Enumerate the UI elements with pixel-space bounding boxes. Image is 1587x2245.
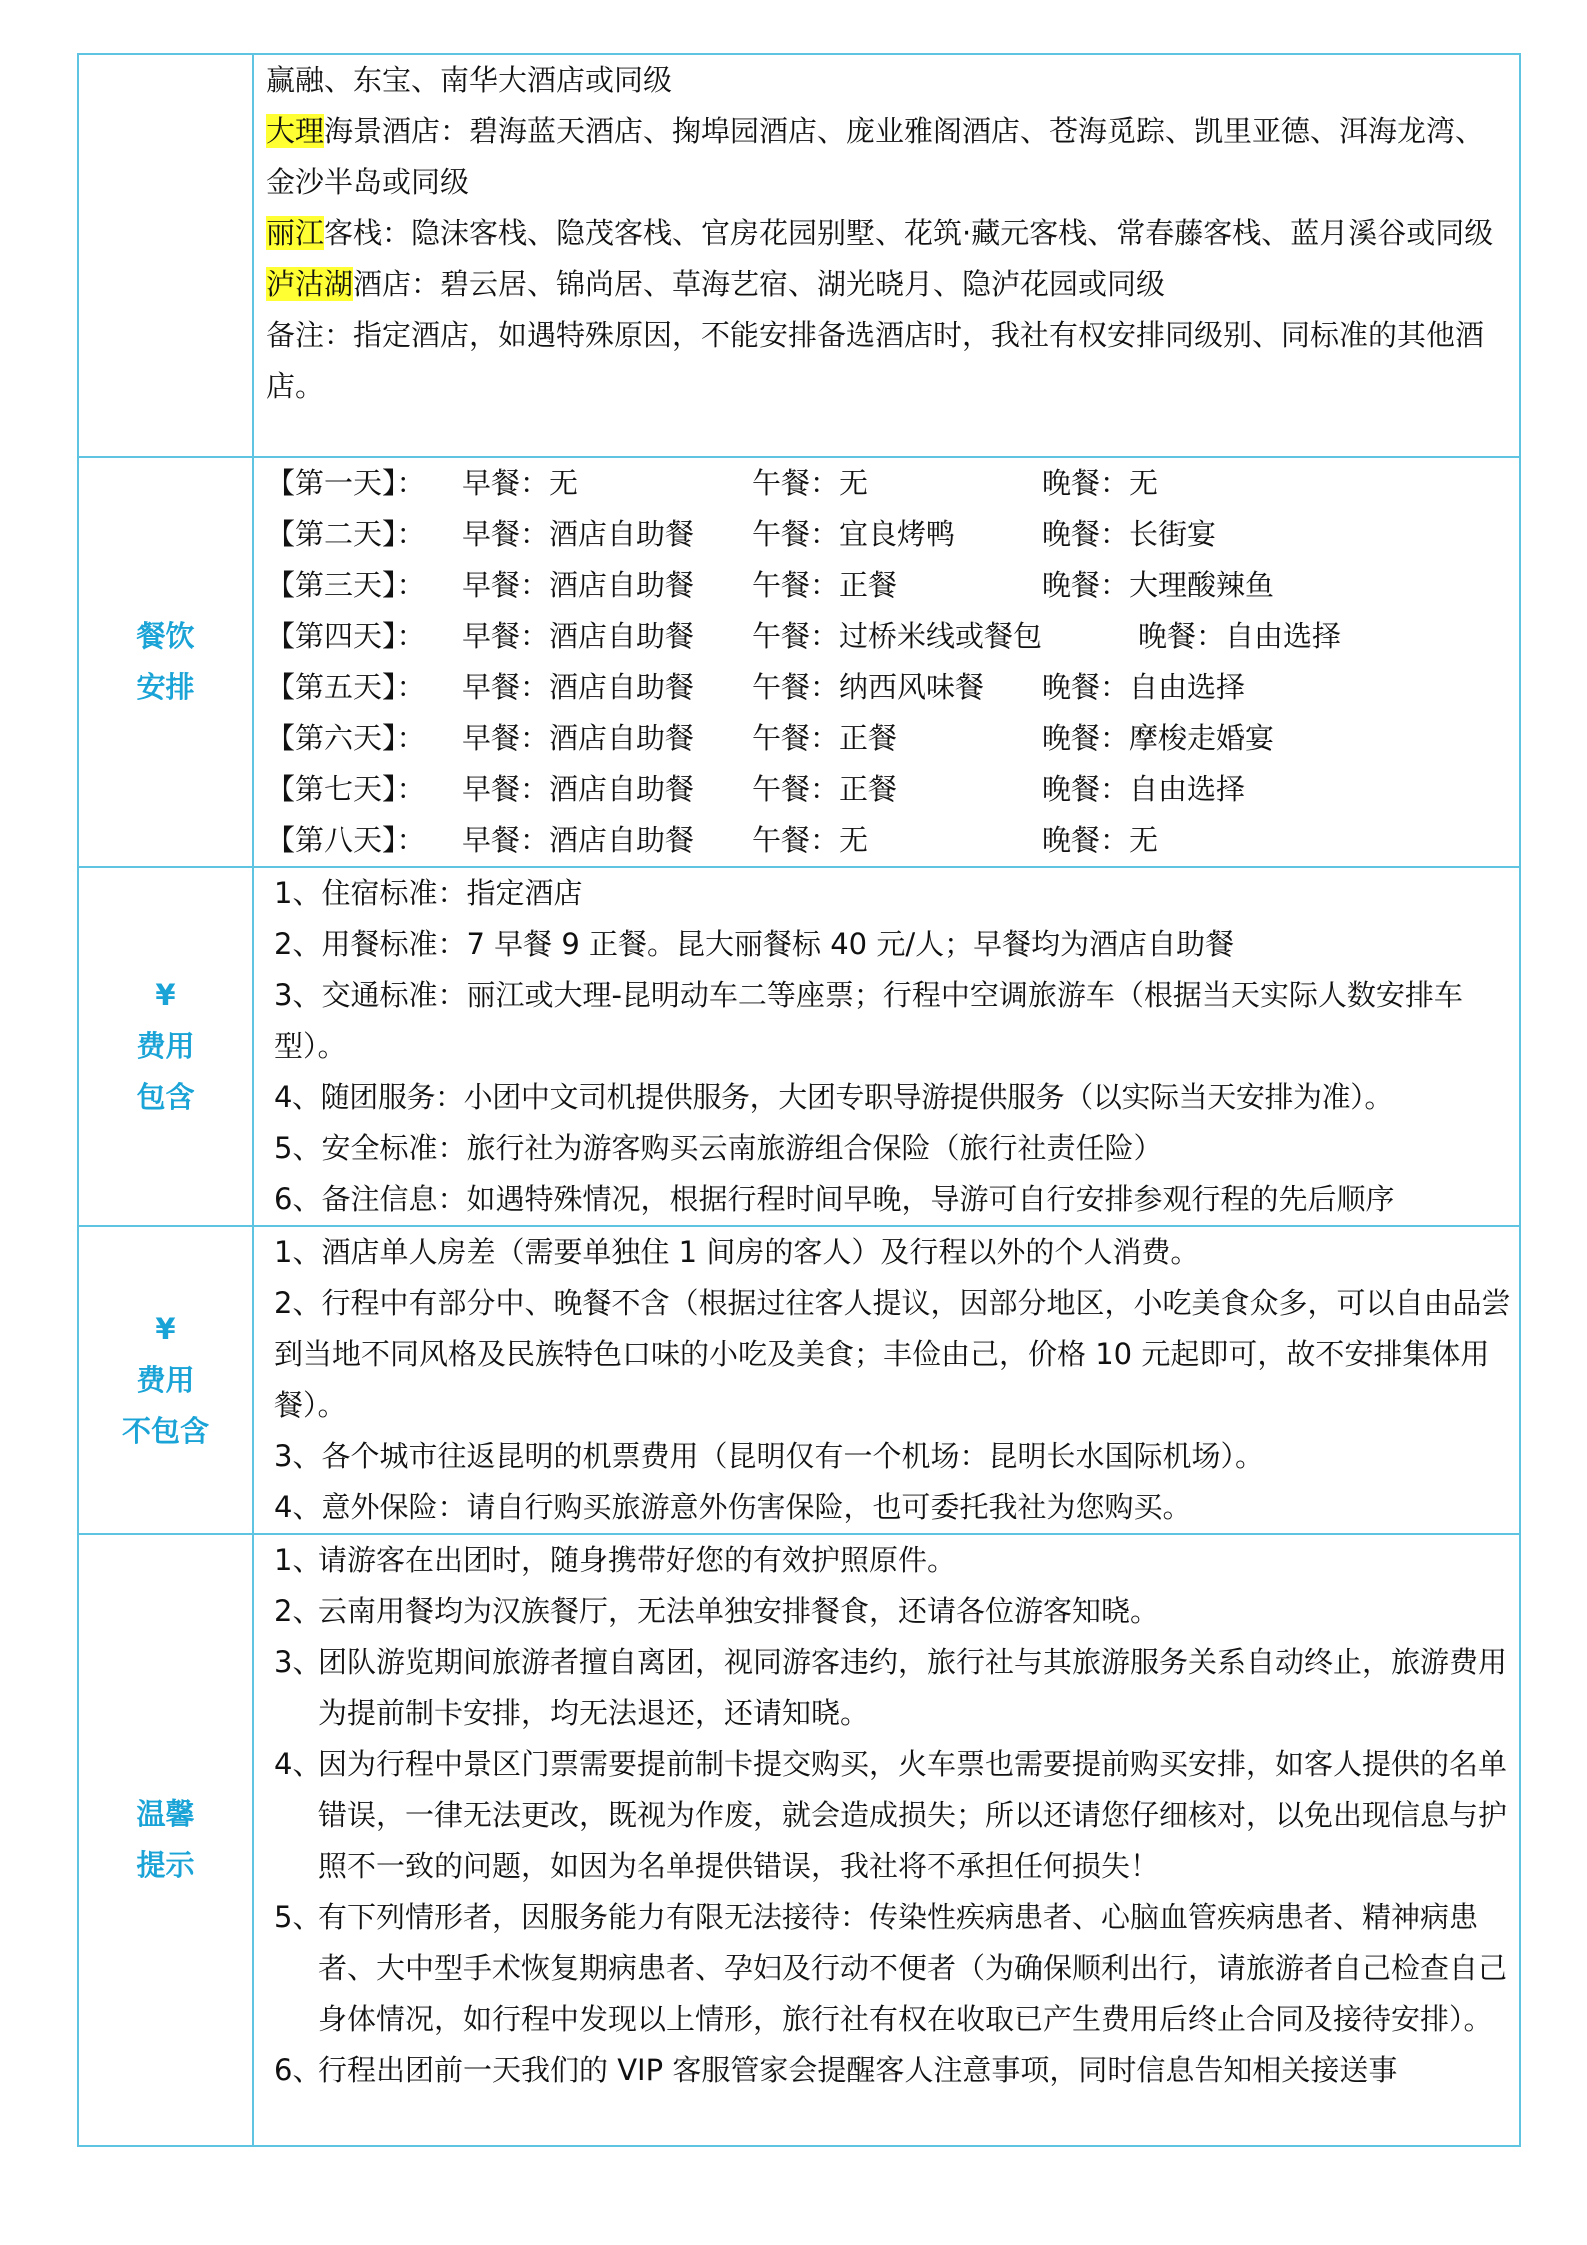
hotel-content-cell <box>253 54 1520 457</box>
tip-item <box>266 1535 1513 1586</box>
lugu-hotels: 酒店：碧云居、锦尚居、草海艺宿、湖光晓月、隐泸花园或同级 <box>353 267 1166 301</box>
yen-icon: ¥ <box>155 978 176 1012</box>
meal-day: 【第二天】： <box>266 517 426 551</box>
meals-content-cell <box>253 457 1520 867</box>
meal-dinner: 晚餐：自由选择 <box>1042 670 1246 704</box>
tip-text: 团队游览期间旅游者擅自离团，视同游客违约，旅行社与其旅游服务关系自动终止，旅游费用为提前制卡安排，均无法退还，还请知晓。 <box>318 1645 1508 1730</box>
excluded-item: 2、行程中有部分中、晚餐不含（根据过往客人提议，因部分地区，小吃美食众多，可以自由品尝到当地不同风格及民族特色口味的小吃及美食；丰俭由己，价格 10 元起即可，故不安排集体用餐）。 <box>274 1286 1511 1422</box>
excluded-content-cell <box>253 1226 1520 1534</box>
yen-icon: ¥ <box>155 1311 176 1346</box>
meal-day-row <box>266 713 1513 764</box>
tips-label-line1: 温馨 <box>136 1797 195 1831</box>
meal-day: 【第四天】： <box>266 619 426 653</box>
included-item: 5、安全标准：旅行社为游客购买云南旅游组合保险（旅行社责任险） <box>274 1131 1163 1165</box>
lijiang-hotels: 客栈：隐沫客栈、隐茂客栈、官房花园别墅、花筑·藏元客栈、常春藤客栈、蓝月溪谷或同级 <box>324 216 1494 250</box>
meal-dinner: 晚餐：摩梭走婚宴 <box>1042 721 1275 755</box>
tip-text: 行程出团前一天我们的 VIP 客服管家会提醒客人注意事项，同时信息告知相关接送事 <box>318 2053 1398 2087</box>
meal-day: 【第七天】： <box>266 772 426 806</box>
included-label-cell <box>78 867 253 1226</box>
hotel-line-lugu <box>266 259 1513 310</box>
meals-label-line2: 安排 <box>136 670 195 704</box>
meal-day: 【第八天】： <box>266 823 426 857</box>
tip-text: 有下列情形者，因服务能力有限无法接待：传染性疾病患者、心脑血管疾病患者、精神病患者、大中型手术恢复期病患者、孕妇及行动不便者（为确保顺利出行，请旅游者自己检查自己身体情况，如行程中发现以上情形，旅行社有权在收取已产生费用后终止合同及接待安排）。 <box>318 1900 1508 2036</box>
meal-lunch: 午餐：正餐 <box>752 721 898 755</box>
included-item: 3、交通标准：丽江或大理-昆明动车二等座票；行程中空调旅游车（根据当天实际人数安排车型）。 <box>274 978 1463 1063</box>
meal-day-row <box>266 815 1513 866</box>
hotel-line-dali <box>266 106 1513 208</box>
meal-lunch: 午餐：正餐 <box>752 568 898 602</box>
meal-day: 【第三天】： <box>266 568 426 602</box>
meal-breakfast: 早餐：酒店自助餐 <box>462 568 695 602</box>
excluded-item: 3、各个城市往返昆明的机票费用（昆明仅有一个机场：昆明长水国际机场）。 <box>274 1439 1264 1473</box>
meal-lunch: 午餐：宜良烤鸭 <box>752 517 956 551</box>
included-row <box>78 867 1520 1226</box>
meal-day-row <box>266 560 1513 611</box>
included-item: 4、随团服务：小团中文司机提供服务，大团专职导游提供服务（以实际当天安排为准）。 <box>274 1080 1393 1114</box>
hotel-line-kunming: 赢融、东宝、南华大酒店或同级 <box>266 63 673 97</box>
hotel-row <box>78 54 1520 457</box>
meal-day-row <box>266 764 1513 815</box>
excluded-row <box>78 1226 1520 1534</box>
included-label-line2: 包含 <box>136 1080 195 1114</box>
tip-number: 2、 <box>274 1594 322 1628</box>
meal-dinner: 晚餐：大理酸辣鱼 <box>1042 568 1275 602</box>
meal-breakfast: 早餐：无 <box>462 466 579 500</box>
included-item: 1、住宿标准：指定酒店 <box>274 876 583 910</box>
meals-label-cell <box>78 457 253 867</box>
meals-label-line1: 餐饮 <box>136 619 195 653</box>
meal-dinner: 晚餐：自由选择 <box>1138 619 1342 653</box>
tip-number: 1、 <box>274 1543 322 1577</box>
tip-text: 请游客在出团时，随身携带好您的有效护照原件。 <box>318 1543 957 1577</box>
dali-hotels: 海景酒店：碧海蓝天酒店、掬埠园酒店、庞业雅阁酒店、苍海觅踪、凯里亚德、洱海龙湾、金沙半岛或同级 <box>266 114 1485 199</box>
tip-number: 6、 <box>274 2053 322 2087</box>
meal-day: 【第五天】： <box>266 670 426 704</box>
tip-item <box>266 1586 1513 1637</box>
meal-breakfast: 早餐：酒店自助餐 <box>462 517 695 551</box>
meal-lunch: 午餐：无 <box>752 466 869 500</box>
tip-item <box>266 1637 1513 1739</box>
meal-day-row <box>266 662 1513 713</box>
meal-breakfast: 早餐：酒店自助餐 <box>462 772 695 806</box>
meal-breakfast: 早餐：酒店自助餐 <box>462 619 695 653</box>
meal-dinner: 晚餐：无 <box>1042 466 1159 500</box>
hotel-note: 备注：指定酒店，如遇特殊原因，不能安排备选酒店时，我社有权安排同级别、同标准的其他酒店。 <box>266 318 1485 403</box>
hotel-line-lijiang <box>266 208 1513 259</box>
meal-day: 【第一天】： <box>266 466 426 500</box>
meal-day-row <box>266 611 1513 662</box>
tip-number: 5、 <box>274 1900 322 1934</box>
meals-row <box>78 457 1520 867</box>
tip-number: 4、 <box>274 1747 322 1781</box>
excluded-label-line1: 费用 <box>136 1362 195 1397</box>
tip-text: 因为行程中景区门票需要提前制卡提交购买，火车票也需要提前购买安排，如客人提供的名单错误，一律无法更改，既视为作废，就会造成损失；所以还请您仔细核对，以免出现信息与护照不一致的问题，如因为名单提供错误，我社将不承担任何损失！ <box>318 1747 1508 1883</box>
meal-lunch: 午餐：正餐 <box>752 772 898 806</box>
tip-item <box>266 2045 1513 2096</box>
tip-number: 3、 <box>274 1645 322 1679</box>
meal-day-row <box>266 509 1513 560</box>
meal-breakfast: 早餐：酒店自助餐 <box>462 670 695 704</box>
tips-content-cell <box>253 1534 1520 2146</box>
hotel-label-cell <box>78 54 253 457</box>
tip-item <box>266 1892 1513 2045</box>
meal-dinner: 晚餐：长街宴 <box>1042 517 1217 551</box>
meal-breakfast: 早餐：酒店自助餐 <box>462 823 695 857</box>
dali-highlight: 大理 <box>266 114 325 148</box>
included-content-cell <box>253 867 1520 1226</box>
meal-lunch: 午餐：纳西风味餐 <box>752 670 985 704</box>
excluded-label-line2: 不包含 <box>121 1413 209 1448</box>
meal-lunch: 午餐：过桥米线或餐包 <box>752 619 1043 653</box>
meal-day: 【第六天】： <box>266 721 426 755</box>
itinerary-table <box>77 53 1521 2147</box>
excluded-label-cell <box>78 1226 253 1534</box>
excluded-item: 4、意外保险：请自行购买旅游意外伤害保险，也可委托我社为您购买。 <box>274 1490 1192 1524</box>
meal-breakfast: 早餐：酒店自助餐 <box>462 721 695 755</box>
tips-row <box>78 1534 1520 2146</box>
lugu-highlight: 泸沽湖 <box>266 267 354 301</box>
meal-dinner: 晚餐：无 <box>1042 823 1159 857</box>
tips-label-cell <box>78 1534 253 2146</box>
meal-day-row <box>266 458 1513 509</box>
included-item: 2、用餐标准：7 早餐 9 正餐。昆大丽餐标 40 元/人；早餐均为酒店自助餐 <box>274 927 1235 961</box>
tip-item <box>266 1739 1513 1892</box>
tips-label-line2: 提示 <box>136 1848 195 1882</box>
tip-text: 云南用餐均为汉族餐厅，无法单独安排餐食，还请各位游客知晓。 <box>318 1594 1160 1628</box>
meal-dinner: 晚餐：自由选择 <box>1042 772 1246 806</box>
meal-lunch: 午餐：无 <box>752 823 869 857</box>
included-label-line1: 费用 <box>136 1029 195 1063</box>
excluded-item: 1、酒店单人房差（需要单独住 1 间房的客人）及行程以外的个人消费。 <box>274 1235 1200 1269</box>
included-item: 6、备注信息：如遇特殊情况，根据行程时间早晚，导游可自行安排参观行程的先后顺序 <box>274 1182 1395 1216</box>
lijiang-highlight: 丽江 <box>266 216 325 250</box>
